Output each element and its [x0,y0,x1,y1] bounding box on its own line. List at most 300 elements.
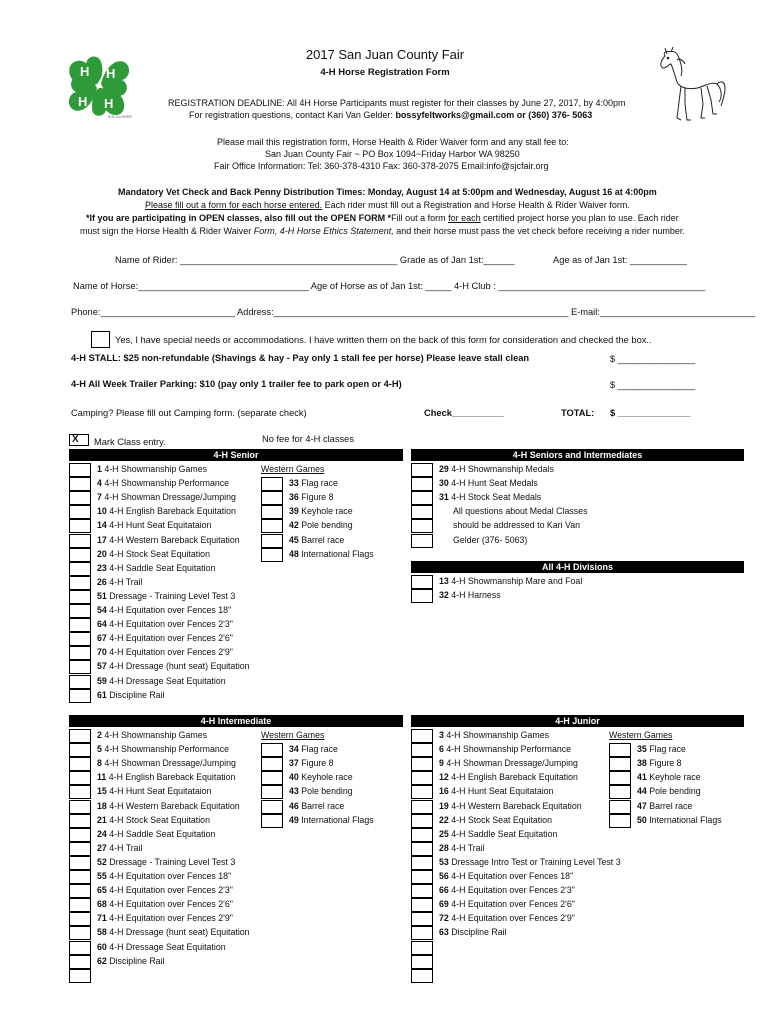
class-item [289,758,334,769]
class-number: 5 [97,744,102,755]
class-number: 67 [97,633,107,644]
class-number: 42 [289,520,299,531]
class-checkbox[interactable] [609,757,631,771]
class-name: 4-H Equitation over Fences 2'3" [448,885,575,896]
class-item [439,786,553,797]
class-checkbox[interactable] [69,828,91,842]
class-item [97,478,229,489]
class-name: 4-H Trail [448,842,485,853]
class-name: Dressage - Training Level Test 3 [106,856,236,867]
class-checkbox[interactable] [411,842,433,856]
class-name: 4-H Equitation over Fences 2'6" [106,899,233,910]
rider-age-field[interactable]: Age as of Jan 1st: ___________ [553,255,687,265]
stall-amount-field[interactable]: $ _______________ [610,354,696,364]
class-number: 34 [289,744,299,755]
class-checkbox[interactable] [411,505,433,519]
class-name: 4-H Saddle Seat Equitation [106,562,216,573]
class-checkbox[interactable] [261,534,283,548]
class-name: 4-H Equitation over Fences 2'9" [106,647,233,658]
class-name: 4-H English Bareback Equitation [106,772,236,783]
class-number: 63 [439,927,449,938]
class-item [289,744,338,755]
class-item [637,744,686,755]
class-item [97,633,233,644]
class-name: 4-H Stock Seat Equitation [106,814,210,825]
class-name: Discipline Rail [448,927,507,938]
class-checkbox[interactable] [69,660,91,674]
western-games-header: Western Games [261,730,325,740]
class-name: 4-H Trail [106,576,143,587]
class-checkbox[interactable] [69,771,91,785]
trailer-amount-field[interactable]: $ _______________ [610,380,696,390]
class-name: 4-H Equitation over Fences 18" [448,871,574,881]
class-checkbox[interactable] [69,463,91,477]
class-item [97,676,226,687]
class-name: Keyhole race [646,772,701,783]
section-header: 4-H Intermediate [69,715,403,727]
class-number: 44 [637,786,647,797]
class-number: 65 [97,885,107,896]
class-checkbox[interactable] [261,477,283,491]
class-name: 4-H Showmanship Games [443,730,550,740]
class-checkbox[interactable] [609,800,631,814]
section-header: All 4-H Divisions [411,561,744,573]
class-item [289,520,353,531]
class-item [97,690,164,701]
class-number: 60 [97,941,107,952]
class-number: 10 [97,506,107,517]
class-name: 4-H Hunt Seat Equitataion [448,786,554,797]
class-checkbox[interactable] [69,646,91,660]
class-number: 52 [97,856,107,867]
medal-note-line: All questions about Medal Classes [453,506,588,517]
class-name: 4-H Showmanship Games [101,464,208,474]
class-checkbox[interactable] [411,828,433,842]
class-name: International Flags [298,814,374,825]
class-number: 38 [637,758,647,769]
class-item [97,535,240,546]
class-number: 45 [289,534,299,545]
class-checkbox[interactable] [69,604,91,618]
class-checkbox[interactable] [69,519,91,533]
class-checkbox[interactable] [69,912,91,926]
class-number: 55 [97,871,107,881]
class-item [289,492,334,503]
special-needs-checkbox[interactable] [91,331,110,348]
form-subtitle: 4-H Horse Registration Form [320,67,450,78]
class-checkbox[interactable] [411,519,433,533]
class-checkbox[interactable] [411,870,433,884]
class-name: Keyhole race [298,772,353,783]
svg-text:H: H [80,64,90,79]
class-checkbox[interactable] [411,589,433,603]
mail-instructions: Please mail this registration form, Horse Health & Rider Waiver form and any stall fee to: [217,137,569,147]
class-item [637,758,682,769]
class-name: 4-H Dressage (hunt seat) Equitation [106,927,250,938]
class-name: 4-H Western Bareback Equitation [106,534,240,545]
class-checkbox[interactable] [411,534,433,548]
class-name: Figure 8 [298,758,334,769]
class-item [439,772,578,783]
class-number: 6 [439,744,444,755]
form-title: 2017 San Juan County Fair [305,47,465,62]
class-checkbox[interactable] [69,743,91,757]
class-item [97,772,235,783]
class-number: 62 [97,955,107,966]
class-item [97,829,215,840]
class-checkbox[interactable] [411,575,433,589]
class-checkbox[interactable] [411,898,433,912]
vet-check-notice: Mandatory Vet Check and Back Penny Distribution Times: Monday, August 14 at 5:00pm and Wednesday, August 16 at 4:00pm [118,187,657,197]
class-checkbox[interactable] [69,969,91,983]
class-item [97,927,250,938]
class-checkbox[interactable] [261,548,283,562]
class-item [289,772,353,783]
waiver-notice [80,226,685,236]
class-checkbox[interactable] [411,785,433,799]
class-checkbox[interactable] [609,785,631,799]
class-checkbox[interactable] [609,814,631,828]
class-number: 37 [289,758,299,769]
class-item [439,478,538,489]
class-name: Flag race [298,744,338,755]
class-name: 4-H Dressage Seat Equitation [106,675,226,686]
class-number: 66 [439,885,449,896]
total-amount-field[interactable]: $ ______________ [610,408,691,418]
class-name: 4-H Western Bareback Equitation [448,800,582,811]
class-item [97,899,233,910]
class-name: Flag race [298,478,338,489]
class-number: 40 [289,772,299,783]
section-header: 4-H Seniors and Intermediates [411,449,744,461]
class-item [97,661,250,672]
class-name: Barrel race [298,534,345,545]
class-number: 54 [97,605,107,615]
class-number: 47 [637,800,647,811]
class-checkbox[interactable] [69,548,91,562]
class-checkbox[interactable] [69,590,91,604]
class-number: 69 [439,899,449,910]
class-name: 4-H Hunt Seat Equitataion [106,520,212,531]
class-item [439,885,575,896]
class-checkbox[interactable] [261,771,283,785]
class-name: Barrel race [646,800,693,811]
class-checkbox[interactable] [411,729,433,743]
class-checkbox[interactable] [69,814,91,828]
class-checkbox[interactable] [69,505,91,519]
class-number: 27 [97,842,107,853]
class-checkbox[interactable] [69,884,91,898]
class-checkbox[interactable] [69,785,91,799]
class-checkbox[interactable] [411,743,433,757]
class-item [439,744,571,755]
class-name: 4-H Showman Dressage/Jumping [443,758,578,769]
class-number: 17 [97,534,107,545]
legend-no-fee: No fee for 4-H classes [262,434,354,444]
class-checkbox[interactable] [261,519,283,533]
class-name: 4-H Showmanship Medals [448,464,554,474]
class-checkbox[interactable] [69,632,91,646]
class-name: 4-H Showman Dressage/Jumping [101,758,236,769]
class-checkbox[interactable] [69,491,91,505]
class-number: 14 [97,520,107,531]
class-number: 1 [97,464,102,474]
registration-deadline: REGISTRATION DEADLINE: All 4H Horse Participants must register for their classes by June 27, 2017, by 4:00pm [168,98,626,108]
class-checkbox[interactable] [69,898,91,912]
open-notice-2: Fill out a form [391,213,449,223]
class-item [97,464,207,475]
class-number: 70 [97,647,107,658]
class-checkbox[interactable] [411,757,433,771]
open-classes-notice [86,213,679,223]
class-number: 20 [97,548,107,559]
class-name: 4-H Showman Dressage/Jumping [101,492,236,503]
class-checkbox[interactable] [261,814,283,828]
class-name: 4-H Showmanship Performance [443,744,572,755]
class-name: Pole bending [646,786,701,797]
class-number: 21 [97,814,107,825]
class-checkbox[interactable] [261,743,283,757]
class-checkbox[interactable] [69,955,91,969]
section-4h-junior [411,715,744,977]
class-number: 26 [97,576,107,587]
class-checkbox[interactable] [69,576,91,590]
class-number: 61 [97,689,107,700]
class-checkbox[interactable] [261,505,283,519]
class-number: 7 [97,492,102,503]
class-checkbox[interactable] [411,884,433,898]
logo-caption: 4-H CLOVER [108,114,133,119]
rider-name-field[interactable]: Name of Rider: __________________________________________ Grade as of Jan 1st:______ [115,255,515,265]
class-name: 4-H Showmanship Games [101,730,208,740]
class-item [439,843,484,854]
class-item [289,535,344,546]
class-name: International Flags [298,548,374,559]
class-number: 30 [439,478,449,489]
class-name: 4-H Stock Seat Equitation [448,814,552,825]
registration-questions [189,110,592,120]
total-label: TOTAL: [561,408,595,418]
class-item [97,506,236,517]
class-item [637,801,692,812]
class-checkbox[interactable] [411,814,433,828]
medal-note-line: should be addressed to Kari Van [453,520,580,531]
class-checkbox[interactable] [411,969,433,983]
class-number: 46 [289,800,299,811]
class-name: 4-H Dressage Seat Equitation [106,941,226,952]
contact-field[interactable]: Phone:__________________________ Address:_________________________________________________________ E-mail:______________________________ [71,307,755,317]
class-item [289,549,374,560]
class-name: Discipline Rail [106,689,165,700]
section-header: 4-H Junior [411,715,744,727]
class-item [289,506,353,517]
class-checkbox[interactable] [261,757,283,771]
class-name: 4-H Harness [448,590,501,601]
class-checkbox[interactable] [411,800,433,814]
class-number: 22 [439,814,449,825]
stall-fee: 4-H STALL: $25 non-refundable (Shavings & hay - Pay only 1 stall fee per horse) Please leave stall clean [71,353,530,363]
class-name: 4-H Stock Seat Medals [448,492,542,503]
class-checkbox[interactable] [69,757,91,771]
medal-note-line: Gelder (376- 5063) [453,534,528,545]
class-checkbox[interactable] [411,856,433,870]
class-checkbox[interactable] [609,771,631,785]
class-checkbox[interactable] [609,743,631,757]
section-header: 4-H Senior [69,449,403,461]
class-number: 12 [439,772,449,783]
class-name: Barrel race [298,800,345,811]
class-checkbox[interactable] [69,870,91,884]
class-number: 3 [439,730,444,740]
special-needs-label: Yes, I have special needs or accommodations. I have written them on the back of this form for consideration and checked the box.. [115,335,652,345]
class-name: Figure 8 [646,758,682,769]
class-number: 53 [439,856,449,867]
fill-out-underlined: Please fill out a form for each horse entered. [145,200,323,210]
western-games-header: Western Games [609,730,673,740]
class-name: 4-H Showmanship Mare and Foal [448,576,583,586]
class-number: 13 [439,576,449,586]
waiver-notice-3: and their horse must pass the vet check before receiving a rider number. [393,226,685,236]
class-item [97,577,142,588]
class-checkbox[interactable] [69,941,91,955]
class-checkbox[interactable] [261,491,283,505]
class-name: 4-H Saddle Seat Equitation [106,828,216,839]
class-checkbox[interactable] [69,800,91,814]
class-number: 15 [97,786,107,797]
fill-out-rest: Each rider must fill out a Registration and Horse Health & Rider Waiver form. [322,200,630,210]
class-number: 2 [97,730,102,740]
open-notice-4: certified project horse you plan to use. Each rider [480,213,679,223]
horse-name-field[interactable]: Name of Horse:_________________________________ Age of Horse as of Jan 1st: _____ 4-H Club : ________________________________________ [73,281,706,291]
class-item [97,730,207,741]
class-checkbox[interactable] [261,785,283,799]
section-4h-seniors-intermediates [411,449,744,554]
class-checkbox[interactable] [69,689,91,703]
class-checkbox[interactable] [69,729,91,743]
class-item [97,520,211,531]
class-item [97,758,236,769]
mail-address: San Juan County Fair ~ PO Box 1094~Friday Harbor WA 98250 [265,149,520,159]
check-field[interactable]: Check__________ [424,408,504,418]
class-checkbox[interactable] [69,618,91,632]
class-number: 23 [97,562,107,573]
class-number: 43 [289,786,299,797]
class-item [439,857,621,868]
class-name: Flag race [646,744,686,755]
class-name: 4-H Dressage (hunt seat) Equitation [106,661,250,672]
class-name: 4-H Showmanship Performance [101,744,230,755]
class-item [97,619,233,630]
class-checkbox[interactable] [411,955,433,969]
class-checkbox[interactable] [261,800,283,814]
open-notice-bold: *If you are participating in OPEN classes, also fill out the OPEN FORM * [86,213,392,223]
class-number: 58 [97,927,107,938]
class-number: 71 [97,913,107,924]
class-number: 16 [439,786,449,797]
class-name: 4-H Equitation over Fences 2'3" [106,885,233,896]
class-number: 59 [97,675,107,686]
section-4h-senior [69,449,403,704]
class-number: 35 [637,744,647,755]
class-item [439,815,552,826]
class-number: 28 [439,842,449,853]
class-number: 56 [439,871,449,881]
class-name: Pole bending [298,520,353,531]
class-checkbox[interactable] [69,675,91,689]
class-checkbox[interactable] [411,491,433,505]
class-name: Pole bending [298,786,353,797]
class-number: 9 [439,758,444,769]
class-name: International Flags [646,814,722,825]
class-item [97,913,233,924]
class-number: 25 [439,828,449,839]
class-name: 4-H English Bareback Equitation [106,506,236,517]
fill-out-notice [145,200,630,210]
class-item [97,605,231,616]
class-item [289,801,344,812]
class-item [439,492,541,503]
class-name: 4-H Equitation over Fences 2'6" [106,633,233,644]
class-checkbox[interactable] [411,941,433,955]
class-checkbox[interactable] [411,912,433,926]
class-checkbox[interactable] [69,534,91,548]
class-name: Figure 8 [298,492,334,503]
class-number: 51 [97,590,107,601]
class-name: 4-H Stock Seat Equitation [106,548,210,559]
class-number: 4 [97,478,102,489]
class-item [97,857,235,868]
class-item [439,801,582,812]
class-name: 4-H English Bareback Equitation [448,772,578,783]
class-name: 4-H Equitation over Fences 2'6" [448,899,575,910]
class-name: 4-H Hunt Seat Equitataion [106,786,212,797]
class-checkbox[interactable] [69,562,91,576]
class-number: 18 [97,800,107,811]
class-checkbox[interactable] [411,926,433,940]
class-item [439,730,549,741]
class-item [439,927,506,938]
class-checkbox[interactable] [69,926,91,940]
class-number: 48 [289,548,299,559]
class-checkbox[interactable] [69,856,91,870]
western-games-header: Western Games [261,464,325,474]
class-item [439,464,554,475]
fair-office-info: Fair Office Information: Tel: 360-378-4310 Fax: 360-378-2075 Email:info@sjcfair.org [214,161,549,171]
class-number: 19 [439,800,449,811]
class-item [439,871,573,882]
class-item [97,843,142,854]
class-checkbox[interactable] [69,477,91,491]
class-checkbox[interactable] [411,771,433,785]
class-checkbox[interactable] [411,477,433,491]
class-name: 4-H Western Bareback Equitation [106,800,240,811]
class-checkbox[interactable] [411,463,433,477]
class-name: 4-H Saddle Seat Equitation [448,828,558,839]
class-name: Dressage Intro Test or Training Level Test 3 [448,856,621,867]
class-name: Keyhole race [298,506,353,517]
class-item [97,942,226,953]
class-item [439,899,575,910]
class-number: 39 [289,506,299,517]
waiver-notice-2: Form, 4-H Horse Ethics Statement, [253,226,394,236]
class-checkbox[interactable] [69,842,91,856]
class-item [97,871,231,882]
legend-x-box: X [69,434,89,446]
class-item [97,956,164,967]
class-item [637,772,701,783]
questions-prefix: For registration questions, contact Kari Van Gelder: [189,110,396,120]
class-name: 4-H Equitation over Fences 2'9" [106,913,233,924]
